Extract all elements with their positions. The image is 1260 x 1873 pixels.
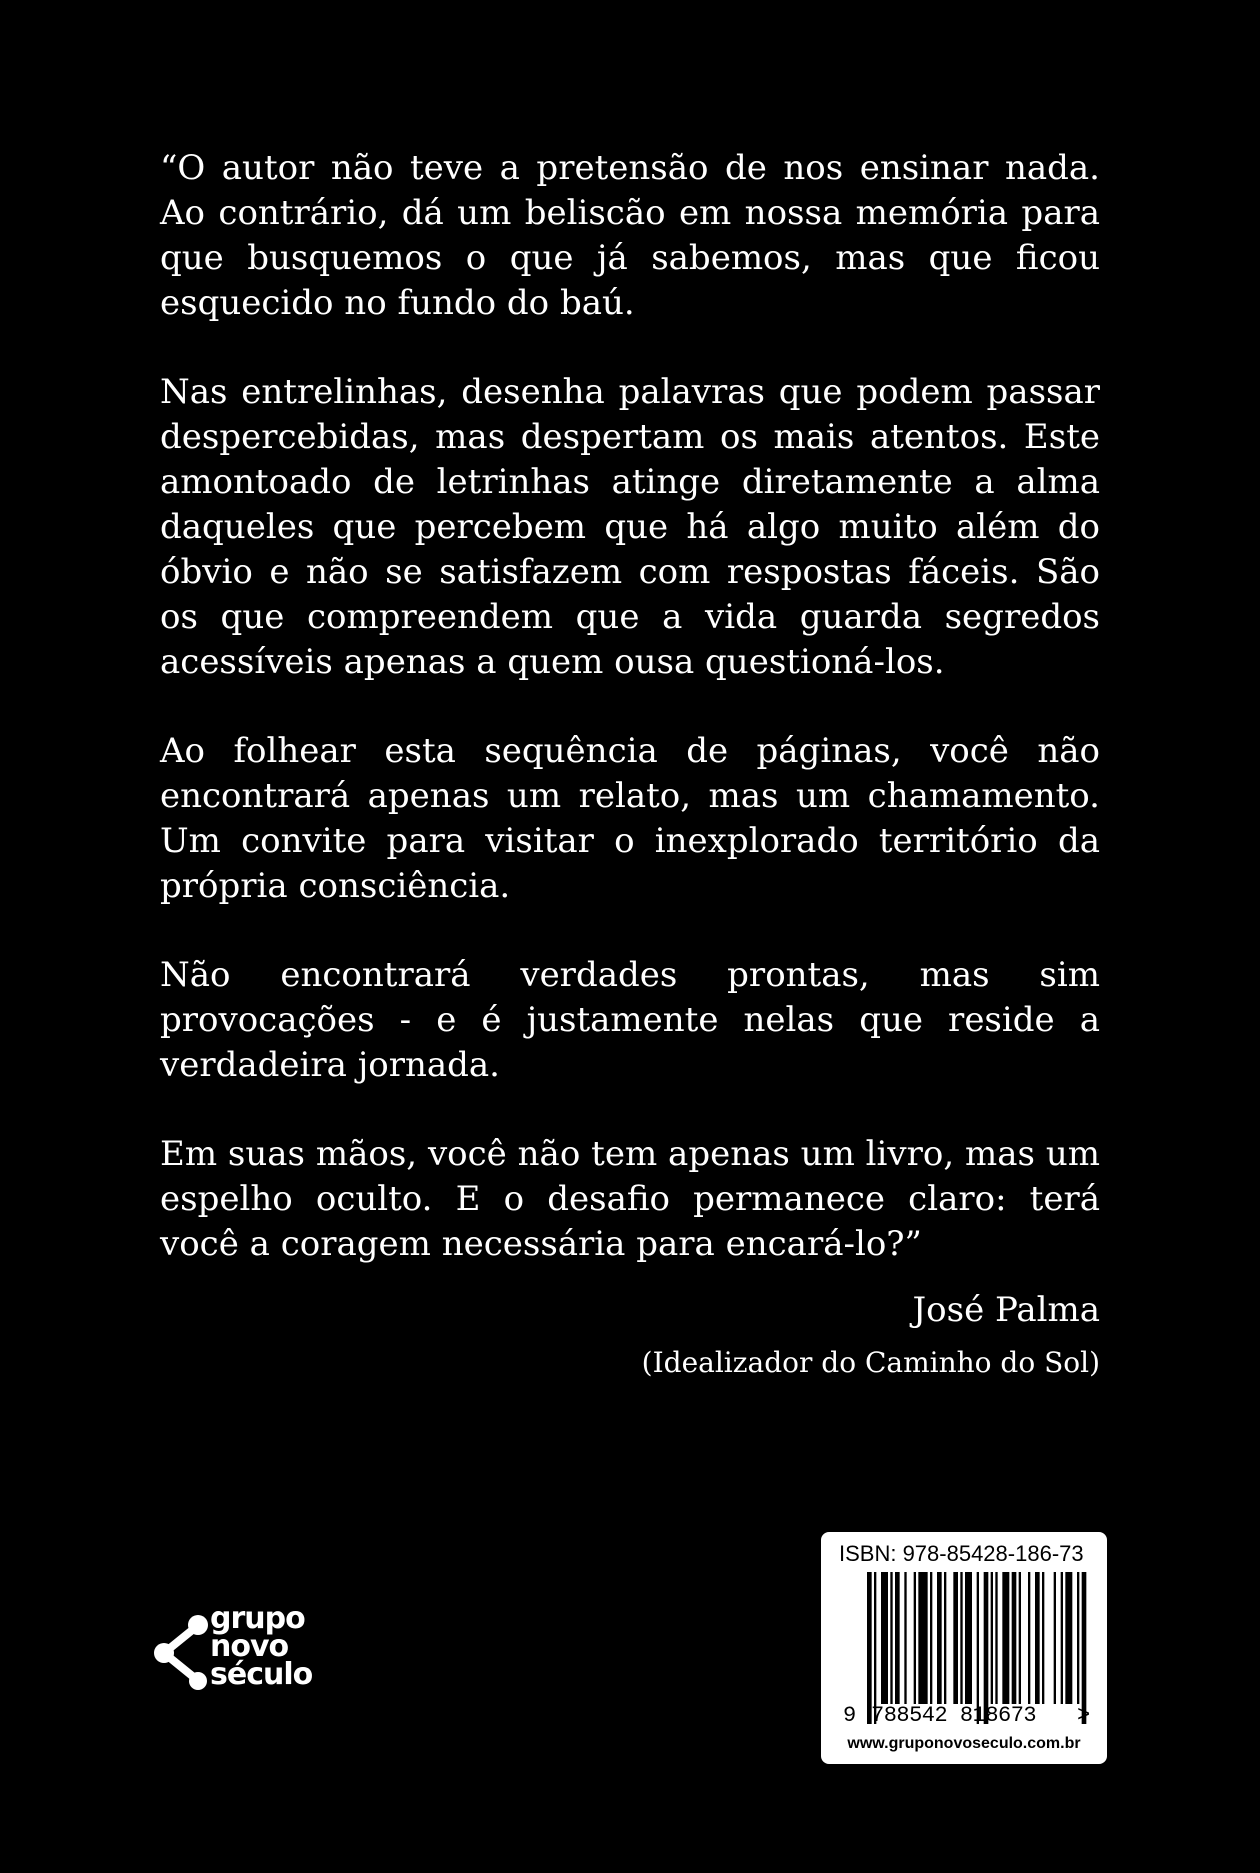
barcode-bar bbox=[953, 1572, 958, 1704]
barcode-digits: 788542 818673 bbox=[871, 1703, 1037, 1728]
share-network-icon bbox=[152, 1613, 214, 1691]
publisher-url: www.gruponovoseculo.com.br bbox=[847, 1735, 1081, 1752]
barcode-bar bbox=[914, 1572, 916, 1704]
barcode-bar bbox=[1054, 1572, 1056, 1704]
quote-paragraph-2: Nas entrelinhas, desenha palavras que podem passar despercebidas, mas despertam os mais atentos. Este amontoado de letrinhas atinge diretamente a alma daqueles que percebem que há algo muito além do óbvio e não se satisfazem com respostas fáceis. São os que compreendem que a vida guarda segredos acessíveis apenas a quem ousa questioná-los. bbox=[160, 372, 1100, 682]
barcode-bar bbox=[1028, 1572, 1030, 1704]
barcode-bar bbox=[1002, 1572, 1009, 1704]
barcode-bar bbox=[991, 1572, 993, 1704]
barcode-bar bbox=[1012, 1572, 1017, 1704]
barcode-arrow: > bbox=[1077, 1703, 1091, 1728]
quote-text bbox=[160, 146, 1100, 1311]
barcode-bar bbox=[977, 1572, 979, 1724]
barcode-bar bbox=[965, 1572, 972, 1704]
isbn-box bbox=[821, 1532, 1107, 1764]
barcode-bar bbox=[895, 1572, 900, 1704]
author-role: (Idealizador do Caminho do Sol) bbox=[641, 1346, 1100, 1379]
barcode-bar bbox=[881, 1572, 888, 1704]
barcode-bar bbox=[944, 1572, 946, 1704]
barcode-bar bbox=[984, 1572, 989, 1724]
barcode-bar bbox=[1061, 1572, 1063, 1704]
barcode-bar bbox=[904, 1572, 906, 1704]
logo-line-2: novo bbox=[210, 1629, 289, 1664]
barcode-bar bbox=[937, 1572, 942, 1704]
author-name: José Palma bbox=[912, 1290, 1100, 1330]
barcode-bar bbox=[930, 1572, 932, 1704]
barcode-bar bbox=[890, 1572, 892, 1704]
barcode-bar bbox=[1077, 1572, 1079, 1704]
barcode-bar bbox=[1042, 1572, 1044, 1704]
barcode-bar bbox=[1082, 1572, 1087, 1724]
barcode bbox=[867, 1572, 1091, 1724]
barcode-first-digit: 9 bbox=[843, 1703, 857, 1728]
logo-line-1: grupo bbox=[210, 1601, 305, 1636]
publisher-logo-text bbox=[210, 1601, 313, 1692]
publisher-logo bbox=[152, 1601, 332, 1695]
barcode-bar bbox=[1019, 1572, 1021, 1704]
barcode-bar bbox=[874, 1572, 876, 1724]
quote-paragraph-3: Ao folhear esta sequência de páginas, você não encontrará apenas um relato, mas um chamamento. Um convite para visitar o inexplorado território da própria consciência. bbox=[160, 731, 1100, 906]
quote-paragraph-1: “O autor não teve a pretensão de nos ensinar nada. Ao contrário, dá um beliscão em nossa memória para que busquemos o que já sabemos, mas que ficou esquecido no fundo do baú. bbox=[160, 148, 1100, 323]
barcode-bar bbox=[1065, 1572, 1072, 1704]
barcode-bar bbox=[867, 1572, 872, 1724]
barcode-bar bbox=[918, 1572, 927, 1704]
barcode-bar bbox=[1035, 1572, 1040, 1704]
logo-line-3: século bbox=[210, 1657, 313, 1692]
barcode-bar bbox=[960, 1572, 962, 1704]
isbn-label: ISBN: 978-85428-186-73 bbox=[839, 1541, 1084, 1566]
barcode-bar bbox=[995, 1572, 997, 1704]
quote-paragraph-4: Não encontrará verdades prontas, mas sim provocações - e é justamente nelas que reside a verdadeira jornada. bbox=[160, 955, 1100, 1085]
quote-paragraph-5: Em suas mãos, você não tem apenas um livro, mas um espelho oculto. E o desafio permanece claro: terá você a coragem necessária para encará-lo?” bbox=[160, 1134, 1100, 1264]
